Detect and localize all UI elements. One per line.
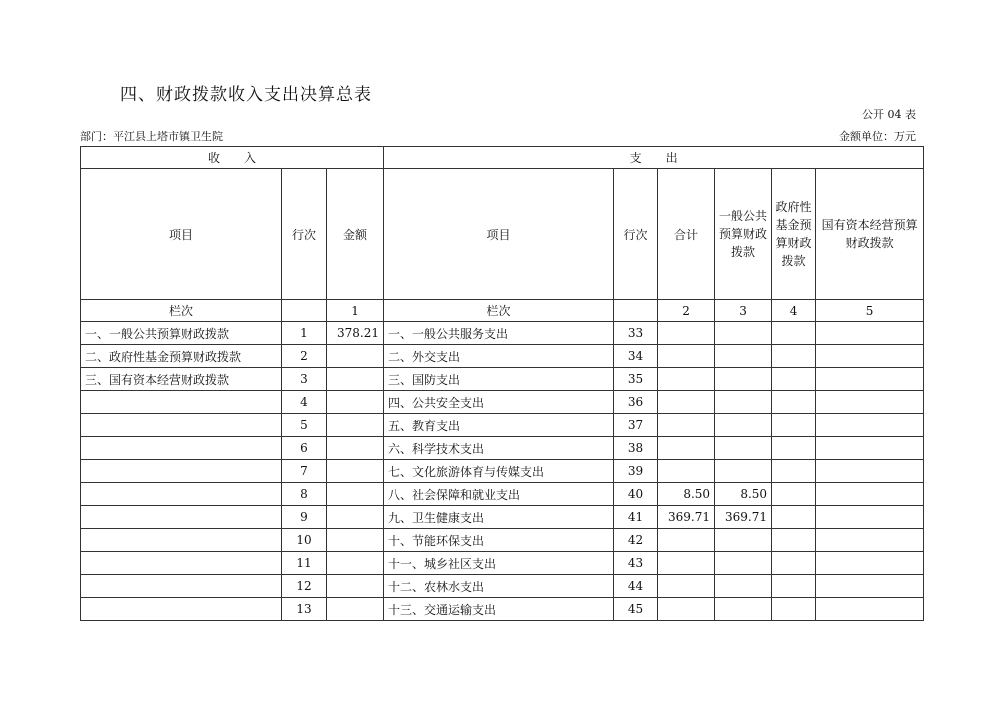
total-cell xyxy=(658,598,715,621)
gov-fund-cell xyxy=(772,460,816,483)
gov-fund-cell xyxy=(772,483,816,506)
page-title: 四、财政拨款收入支出决算总表 xyxy=(120,85,372,105)
income-row-no-cell: 12 xyxy=(282,575,327,598)
gov-fund-col-number: 4 xyxy=(772,300,816,322)
income-item-cell xyxy=(81,552,282,575)
state-capital-header: 国有资本经营预算财政拨款 xyxy=(816,169,924,300)
general-budget-header: 一般公共预算财政拨款 xyxy=(715,169,772,300)
income-amount-cell xyxy=(327,575,384,598)
expense-row-no-cell: 39 xyxy=(614,460,658,483)
table-row xyxy=(81,483,924,506)
department-label: 部门：平江县上塔市镇卫生院 xyxy=(80,130,223,143)
gov-fund-cell xyxy=(772,322,816,345)
income-item-cell xyxy=(81,575,282,598)
gov-fund-cell xyxy=(772,437,816,460)
gov-fund-cell xyxy=(772,552,816,575)
table-row xyxy=(81,506,924,529)
state-capital-cell xyxy=(816,552,924,575)
total-cell: 369.71 xyxy=(658,506,715,529)
income-section-header: 收 入 xyxy=(81,147,384,169)
state-capital-cell xyxy=(816,322,924,345)
general-budget-cell xyxy=(715,552,772,575)
expense-row-no-cell: 40 xyxy=(614,483,658,506)
income-amount-cell xyxy=(327,598,384,621)
general-budget-cell xyxy=(715,460,772,483)
income-item-cell xyxy=(81,529,282,552)
income-row-no-col-number xyxy=(282,300,327,322)
income-amount-cell xyxy=(327,506,384,529)
expense-item-cell: 五、教育支出 xyxy=(384,414,614,437)
general-budget-cell xyxy=(715,437,772,460)
gov-fund-header: 政府性基金预算财政拨款 xyxy=(772,169,816,300)
general-budget-cell: 369.71 xyxy=(715,506,772,529)
total-header: 合计 xyxy=(658,169,715,300)
income-col-number-label: 栏次 xyxy=(81,300,282,322)
expense-row-no-cell: 44 xyxy=(614,575,658,598)
income-amount-cell: 378.21 xyxy=(327,322,384,345)
income-row-no-cell: 9 xyxy=(282,506,327,529)
expense-col-number-label: 栏次 xyxy=(384,300,614,322)
expense-row-no-cell: 45 xyxy=(614,598,658,621)
general-budget-cell xyxy=(715,598,772,621)
income-row-no-cell: 7 xyxy=(282,460,327,483)
expense-row-no-cell: 35 xyxy=(614,368,658,391)
state-capital-cell xyxy=(816,368,924,391)
state-capital-cell xyxy=(816,437,924,460)
table-row xyxy=(81,575,924,598)
general-budget-cell xyxy=(715,368,772,391)
income-amount-cell xyxy=(327,552,384,575)
general-budget-cell xyxy=(715,529,772,552)
table-row xyxy=(81,368,924,391)
total-cell xyxy=(658,368,715,391)
total-cell xyxy=(658,322,715,345)
income-item-cell: 二、政府性基金预算财政拨款 xyxy=(81,345,282,368)
expense-row-no-col-number xyxy=(614,300,658,322)
gov-fund-cell xyxy=(772,598,816,621)
expense-item-header: 项目 xyxy=(384,169,614,300)
form-number: 公开 04 表 xyxy=(862,108,916,121)
income-item-cell xyxy=(81,483,282,506)
state-capital-cell xyxy=(816,483,924,506)
expense-row-no-header: 行次 xyxy=(614,169,658,300)
expense-item-cell: 三、国防支出 xyxy=(384,368,614,391)
table-row xyxy=(81,322,924,345)
total-cell xyxy=(658,414,715,437)
expense-row-no-cell: 34 xyxy=(614,345,658,368)
expense-item-cell: 四、公共安全支出 xyxy=(384,391,614,414)
expense-row-no-cell: 43 xyxy=(614,552,658,575)
state-capital-cell xyxy=(816,506,924,529)
income-item-cell xyxy=(81,506,282,529)
total-cell xyxy=(658,460,715,483)
income-amount-cell xyxy=(327,529,384,552)
state-capital-cell xyxy=(816,460,924,483)
income-amount-header: 金额 xyxy=(327,169,384,300)
income-item-cell: 一、一般公共预算财政拨款 xyxy=(81,322,282,345)
expense-item-cell: 十三、交通运输支出 xyxy=(384,598,614,621)
general-budget-cell xyxy=(715,345,772,368)
amount-unit-label: 金额单位：万元 xyxy=(839,130,916,143)
income-amount-col-number: 1 xyxy=(327,300,384,322)
income-amount-cell xyxy=(327,483,384,506)
expense-item-cell: 十、节能环保支出 xyxy=(384,529,614,552)
expense-section-header: 支 出 xyxy=(384,147,924,169)
gov-fund-cell xyxy=(772,529,816,552)
expense-item-cell: 二、外交支出 xyxy=(384,345,614,368)
table-row xyxy=(81,414,924,437)
gov-fund-cell xyxy=(772,391,816,414)
expense-item-cell: 十二、农林水支出 xyxy=(384,575,614,598)
income-row-no-cell: 2 xyxy=(282,345,327,368)
expense-item-cell: 六、科学技术支出 xyxy=(384,437,614,460)
total-col-number: 2 xyxy=(658,300,715,322)
expense-row-no-cell: 42 xyxy=(614,529,658,552)
gov-fund-cell xyxy=(772,575,816,598)
income-amount-cell xyxy=(327,414,384,437)
income-amount-cell xyxy=(327,391,384,414)
income-item-cell: 三、国有资本经营财政拨款 xyxy=(81,368,282,391)
income-row-no-cell: 8 xyxy=(282,483,327,506)
expense-row-no-cell: 38 xyxy=(614,437,658,460)
expense-item-cell: 七、文化旅游体育与传媒支出 xyxy=(384,460,614,483)
table-row xyxy=(81,437,924,460)
general-col-number: 3 xyxy=(715,300,772,322)
expense-item-cell: 十一、城乡社区支出 xyxy=(384,552,614,575)
general-budget-cell xyxy=(715,391,772,414)
income-item-cell xyxy=(81,598,282,621)
gov-fund-cell xyxy=(772,345,816,368)
total-cell: 8.50 xyxy=(658,483,715,506)
expense-row-no-cell: 36 xyxy=(614,391,658,414)
income-row-no-header: 行次 xyxy=(282,169,327,300)
general-budget-cell: 8.50 xyxy=(715,483,772,506)
gov-fund-cell xyxy=(772,414,816,437)
income-item-cell xyxy=(81,391,282,414)
expense-item-cell: 八、社会保障和就业支出 xyxy=(384,483,614,506)
expense-item-cell: 一、一般公共服务支出 xyxy=(384,322,614,345)
total-cell xyxy=(658,575,715,598)
table-row xyxy=(81,391,924,414)
state-capital-cell xyxy=(816,414,924,437)
expense-row-no-cell: 33 xyxy=(614,322,658,345)
state-capital-cell xyxy=(816,598,924,621)
state-capital-cell xyxy=(816,575,924,598)
income-row-no-cell: 4 xyxy=(282,391,327,414)
total-cell xyxy=(658,529,715,552)
state-capital-cell xyxy=(816,391,924,414)
income-row-no-cell: 11 xyxy=(282,552,327,575)
income-row-no-cell: 13 xyxy=(282,598,327,621)
gov-fund-cell xyxy=(772,506,816,529)
table-row xyxy=(81,598,924,621)
income-row-no-cell: 3 xyxy=(282,368,327,391)
income-row-no-cell: 1 xyxy=(282,322,327,345)
general-budget-cell xyxy=(715,414,772,437)
state-capital-cell xyxy=(816,529,924,552)
table-row xyxy=(81,460,924,483)
expense-row-no-cell: 41 xyxy=(614,506,658,529)
income-row-no-cell: 6 xyxy=(282,437,327,460)
income-row-no-cell: 5 xyxy=(282,414,327,437)
income-amount-cell xyxy=(327,368,384,391)
gov-fund-cell xyxy=(772,368,816,391)
total-cell xyxy=(658,345,715,368)
income-item-header: 项目 xyxy=(81,169,282,300)
income-amount-cell xyxy=(327,437,384,460)
income-item-cell xyxy=(81,414,282,437)
income-row-no-cell: 10 xyxy=(282,529,327,552)
expense-row-no-cell: 37 xyxy=(614,414,658,437)
table-row xyxy=(81,529,924,552)
total-cell xyxy=(658,552,715,575)
total-cell xyxy=(658,391,715,414)
income-amount-cell xyxy=(327,460,384,483)
table-row xyxy=(81,552,924,575)
income-amount-cell xyxy=(327,345,384,368)
expense-item-cell: 九、卫生健康支出 xyxy=(384,506,614,529)
income-item-cell xyxy=(81,460,282,483)
appropriation-summary-table xyxy=(80,146,924,621)
general-budget-cell xyxy=(715,322,772,345)
income-item-cell xyxy=(81,437,282,460)
state-capital-cell xyxy=(816,345,924,368)
state-capital-col-number: 5 xyxy=(816,300,924,322)
table-row xyxy=(81,345,924,368)
general-budget-cell xyxy=(715,575,772,598)
total-cell xyxy=(658,437,715,460)
